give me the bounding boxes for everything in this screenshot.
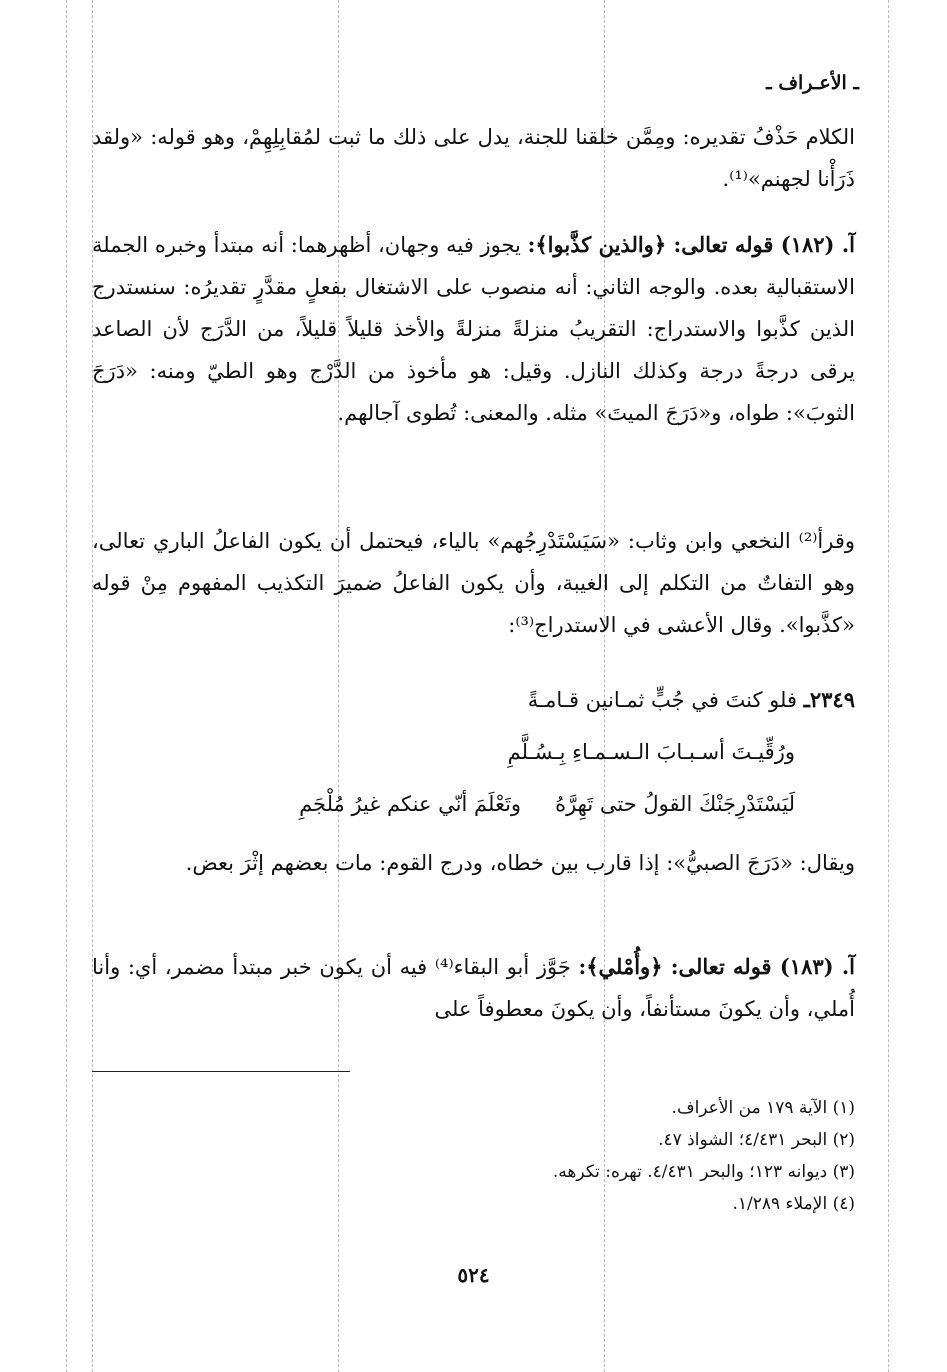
poetry-citation xyxy=(92,674,855,830)
footnote: (٢) البحر ٤/٤٣١؛ الشواذ ٤٧. xyxy=(658,1130,855,1150)
page-number: ٥٢٤ xyxy=(457,1263,490,1287)
citation-number: ٢٣٤٩ـ xyxy=(803,687,855,712)
reading-variant-paragraph xyxy=(92,520,855,646)
paragraph-text: ويقال: «دَرَجَ الصبيُّ»: إذا قارب بين خطاه، ودرج القوم: مات بعضهم إثْرَ بعض. xyxy=(185,851,855,875)
commentary-text: جَوَّز أبو البقاء⁽⁴⁾ فيه أن يكون خبر مبتدأ مضمر، أي: وأنا أُملي، وأن يكونَ مستأنفاً، وأن يكونَ معطوفاً على xyxy=(92,955,855,1021)
footnote: (٣) ديوانه ١٢٣؛ والبحر ٤/٤٣١. تهره: تكرهه. xyxy=(552,1162,855,1182)
fold-guide-line xyxy=(888,0,889,1372)
paragraph-text xyxy=(92,946,855,1030)
commentary-verse-182 xyxy=(92,224,855,434)
paragraph-text: وقرأ⁽²⁾ النخعي وابن وثاب: «سَيَسْتَدْرِجُهم» بالياء، فيحتمل أن يكون الفاعلُ الباري تعالى، وهو التفاتٌ من التكلم إلى الغيبة، وأن يكون الفاعلُ ضميرَ التكذيب المفهوم مِنْ قوله «كذَّبوا». وقال الأعشى في الاستدراج⁽³⁾: xyxy=(92,529,855,637)
footnote: (١) الآية ١٧٩ من الأعراف. xyxy=(671,1098,855,1118)
hemistich: ورُقِّيـتَ أسـبـابَ الـسـمـاءِ بِـسُـلَّمِ xyxy=(507,740,795,764)
footnote-separator xyxy=(92,1071,350,1072)
hemistich: لَيَسْتَدْرِجَنْكَ القولُ حتى تَهِرَّهُ xyxy=(555,792,795,816)
lexical-paragraph xyxy=(92,842,855,884)
hemistich: وتَعْلَمَ أنّي عنكم غيرُ مُلْجَمِ xyxy=(299,792,522,816)
commentary-verse-183 xyxy=(92,946,855,1030)
fold-guide-line xyxy=(66,0,67,1372)
commentary-text: يجوز فيه وجهان، أظهرهما: أنه مبتدأ وخبره الجملة الاستقبالية بعده. والوجه الثاني: أنه منصوب على الاشتغال بفعلٍ مقدَّرٍ تقديرُه: سنستدرج الذين كذَّبوا والاستدراج: التقريبُ منزلةً منزلةً والأخذ قليلاً قليلاً، من الدَّرَج لأن الصاعد يرقى درجةً درجة وكذلك النازل. وقيل: هو مأخوذ من الدَّرْج وهو الطيّ ومنه: «دَرَجَ الثوبَ»: طواه، و«دَرَجَ الميتَ» مثله. والمعنى: تُطوى آجالهم. xyxy=(92,233,855,425)
paragraph-text: الكلام حَذْفُ تقديره: ومِمَّن خلقنا للجنة، يدل على ذلك ما ثبت لمُقابِلِهِمْ، وهو قوله: «ولقد ذَرَأْنا لجهنم»⁽¹⁾. xyxy=(92,125,855,191)
verse-heading: آ. (١٨٣) قوله تعالى: ﴿وأُمْلي﴾: xyxy=(578,954,855,979)
poem-line xyxy=(92,726,855,778)
footnote: (٤) الإملاء ١/٢٨٩. xyxy=(732,1194,855,1214)
poem-line xyxy=(92,674,855,726)
footnotes xyxy=(92,1092,855,1220)
verse-heading: آ. (١٨٢) قوله تعالى: ﴿والذين كذَّبوا﴾: xyxy=(527,232,855,257)
hemistich: فلو كنتَ في جُبٍّ ثمـانين قـامـةً xyxy=(527,688,798,712)
running-header: ـ الأعـراف ـ xyxy=(766,72,859,94)
poem-line xyxy=(92,778,855,830)
paragraph-text xyxy=(92,224,855,434)
paragraph-continuation xyxy=(92,116,855,200)
